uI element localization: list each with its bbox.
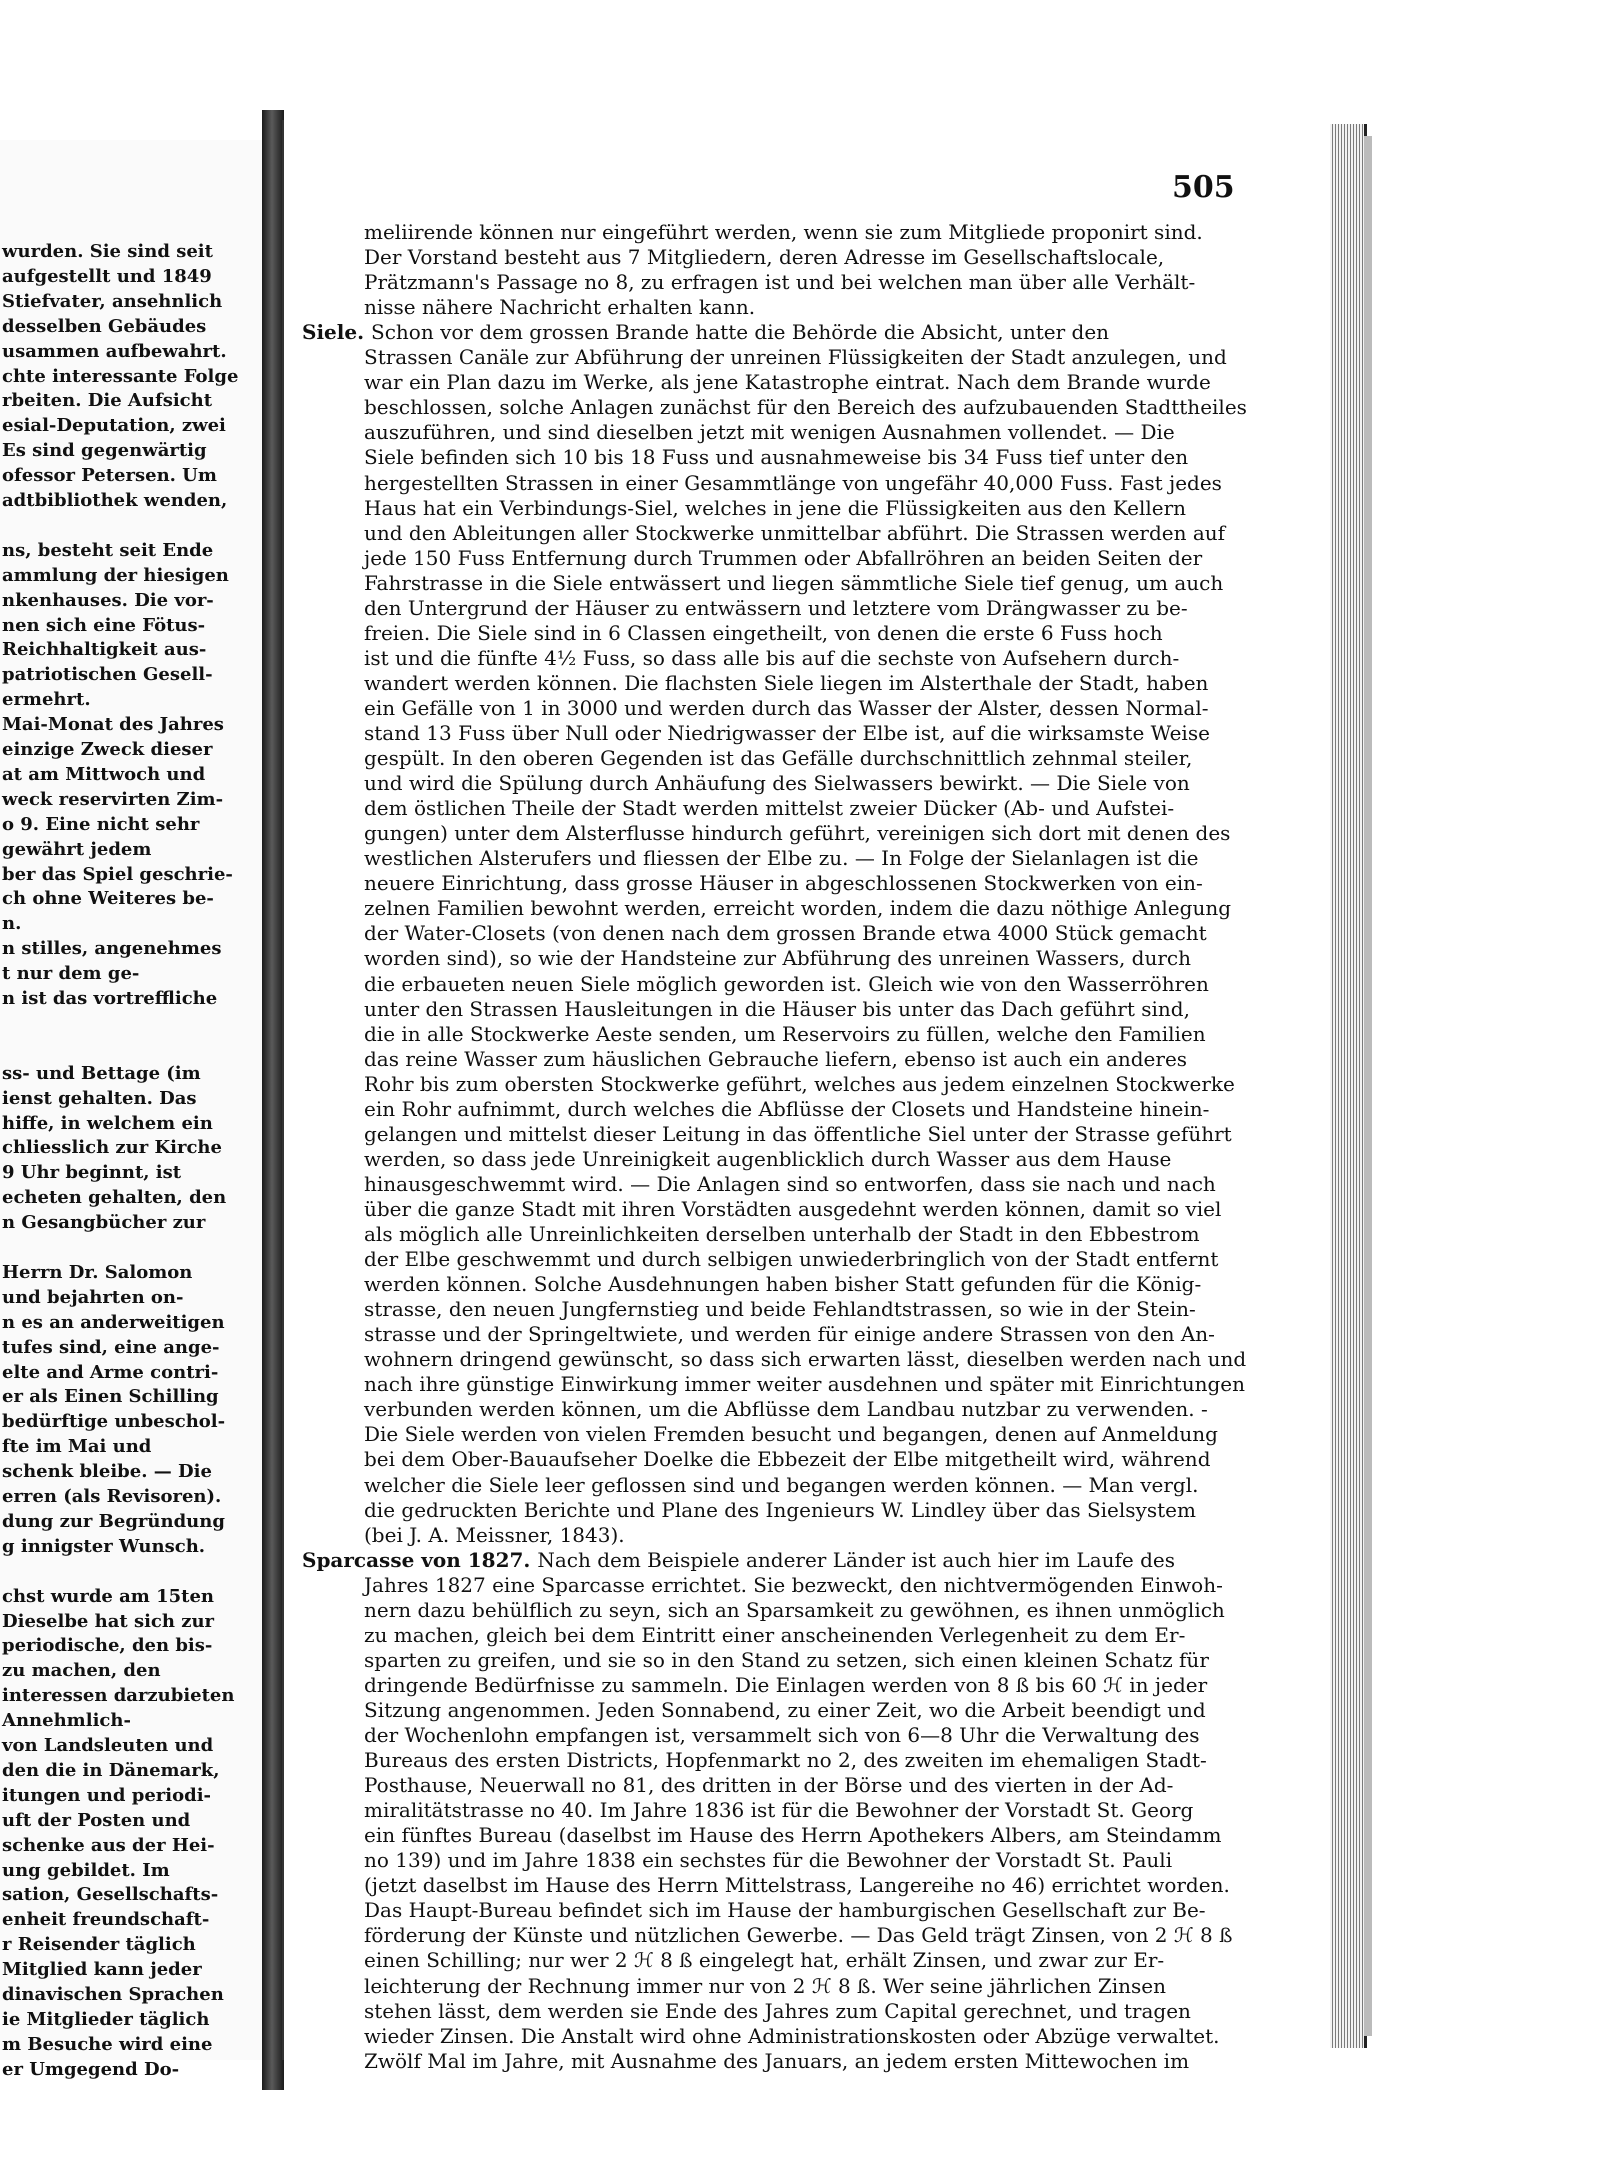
left-column-line: g innigster Wunsch. xyxy=(2,1535,206,1557)
main-text-line xyxy=(364,1898,1206,1923)
line-text: gespült. In den oberen Gegenden ist das Gefälle durchschnittlich zehnmal steiler, xyxy=(364,746,1193,771)
left-column-line: t nur dem ge- xyxy=(2,963,140,985)
left-column-line: zu machen, den xyxy=(2,1660,161,1682)
main-text-line xyxy=(364,1022,1206,1047)
main-text-line xyxy=(364,721,1210,746)
left-column-line: chliesslich zur Kirche xyxy=(2,1137,222,1159)
main-text-line xyxy=(364,1297,1196,1322)
left-column-line: ung gebildet. Im xyxy=(2,1859,170,1881)
left-column-line: Herrn Dr. Salomon xyxy=(2,1261,193,1283)
left-column-line: rbeiten. Die Aufsicht xyxy=(2,390,213,412)
line-text: nach ihre günstige Einwirkung immer weiter ausdehnen und später mit Einrichtungen xyxy=(364,1372,1245,1397)
line-text: werden können. Solche Ausdehnungen haben bisher Statt gefunden für die König- xyxy=(364,1272,1202,1297)
line-text: Rohr bis zum obersten Stockwerke geführt, welches aus jedem einzelnen Stockwerke xyxy=(364,1071,1235,1096)
main-text-line xyxy=(364,696,1209,721)
left-column-line: tufes sind, eine ange- xyxy=(2,1336,220,1358)
line-text: verbunden werden können, um die Abflüsse dem Landbau nutzbar zu verwenden. - xyxy=(364,1397,1208,1422)
left-column-line: echeten gehalten, den xyxy=(2,1187,227,1209)
line-text: Fahrstrasse in die Siele entwässert und liegen sämmtliche Siele tief genug, um auch xyxy=(364,570,1224,595)
main-text-line xyxy=(364,1974,1166,1999)
line-text: (bei J. A. Meissner, 1843). xyxy=(364,1522,625,1547)
main-text-line xyxy=(364,1723,1200,1748)
main-text-line xyxy=(364,596,1188,621)
line-text: wandert werden können. Die flachsten Siele liegen im Alsterthale der Stadt, haben xyxy=(364,670,1209,695)
line-text: strasse und der Springeltwiete, und werden für einige andere Strassen von den An- xyxy=(364,1322,1215,1347)
left-column-line: r Reisender täglich xyxy=(2,1934,196,1956)
main-text-line xyxy=(364,220,1203,245)
line-text: Siele befinden sich 10 bis 18 Fuss und ausnahmeweise bis 34 Fuss tief unter den xyxy=(364,445,1189,470)
main-text-line xyxy=(302,1548,1175,1573)
book-gutter xyxy=(262,110,284,2090)
left-column-line: n Gesangbücher zur xyxy=(2,1212,206,1234)
line-text: die erbaueten neuen Siele möglich geworden ist. Gleich wie von den Wasserröhren xyxy=(364,971,1209,996)
line-text: Der Vorstand besteht aus 7 Mitgliedern, deren Adresse im Gesellschaftslocale, xyxy=(364,245,1165,270)
line-text: worden sind), so wie der Handsteine zur Abführung des unreinen Wassers, durch xyxy=(364,946,1192,971)
left-column-line: einzige Zweck dieser xyxy=(2,739,213,760)
left-column-line: erren (als Revisoren). xyxy=(2,1486,222,1507)
main-text-line xyxy=(364,521,1225,546)
left-column-line: ofessor Petersen. Um xyxy=(2,465,217,487)
line-text: über die ganze Stadt mit ihren Vorstädten ausgedehnt werden können, damit so viel xyxy=(364,1196,1222,1221)
page-edge xyxy=(1330,124,1367,2048)
line-text: werden, so dass jede Unreinigkeit augenblicklich durch Wasser aus dem Hause xyxy=(364,1146,1172,1171)
left-column-line: Mitglied kann jeder xyxy=(2,1959,202,1981)
left-column-line: sation, Gesellschafts- xyxy=(2,1884,219,1906)
main-text-line xyxy=(364,1648,1209,1673)
left-column-line: wurden. Sie sind seit xyxy=(2,241,213,262)
main-text-line xyxy=(364,1322,1215,1347)
line-text: Posthause, Neuerwall no 81, des dritten in der Börse und des vierten in der Ad- xyxy=(364,1773,1174,1798)
main-text-line xyxy=(364,646,1179,671)
line-text: wohnern dringend gewünscht, so dass sich erwarten lässt, dieselben werden nach und xyxy=(364,1347,1247,1372)
page-number: 505 xyxy=(1172,170,1235,205)
line-text: neuere Einrichtung, dass grosse Häuser in abgeschlossenen Stockwerken von ein- xyxy=(364,871,1203,896)
main-text-line xyxy=(364,1698,1206,1723)
left-column-line: usammen aufbewahrt. xyxy=(2,340,227,362)
left-column-line: n stilles, angenehmes xyxy=(2,938,222,960)
left-column-line: Mai-Monat des Jahres xyxy=(2,714,224,736)
left-column-line: dinavischen Sprachen xyxy=(2,1984,224,2005)
left-column-line: ammlung der hiesigen xyxy=(2,564,229,586)
line-text: Das Haupt-Bureau befindet sich im Hause der hamburgischen Gesellschaft zur Be- xyxy=(364,1898,1206,1923)
left-column-line: fte im Mai und xyxy=(2,1436,152,1458)
line-text: gelangen und mittelst dieser Leitung in das öffentliche Siel unter der Strasse geführt xyxy=(364,1121,1232,1146)
main-text-line xyxy=(364,345,1227,370)
main-text-line xyxy=(364,846,1199,871)
main-text-line xyxy=(364,1498,1196,1523)
main-text-line xyxy=(364,1372,1245,1397)
line-text: förderung der Künste und nützlichen Gewerbe. — Das Geld trägt Zinsen, von 2 ℋ 8 ß xyxy=(364,1923,1233,1948)
left-page-fragment xyxy=(0,140,268,2080)
line-text: zu machen, gleich bei dem Eintritt einer anscheinenden Verlegenheit zu dem Er- xyxy=(364,1622,1186,1647)
left-column-line: itungen und periodi- xyxy=(2,1784,212,1806)
main-text-line xyxy=(364,796,1174,821)
main-text-line xyxy=(364,496,1186,521)
left-column-line: n. xyxy=(2,913,22,935)
left-column-line: Annehmlich- xyxy=(2,1710,131,1732)
main-text-line xyxy=(364,445,1188,470)
left-column-line: ns, besteht seit Ende xyxy=(2,539,214,561)
left-column-line: gewährt jedem xyxy=(2,838,152,860)
main-text-line xyxy=(364,546,1202,571)
left-column-line: und bejahrten on- xyxy=(2,1286,184,1308)
line-text: welcher die Siele leer geflossen sind und begangen werden können. — Man vergl. xyxy=(364,1472,1199,1497)
main-text-line xyxy=(364,972,1209,997)
left-column-line: schenk bleibe. — Die xyxy=(2,1461,212,1483)
line-text: Bureaus des ersten Districts, Hopfenmarkt no 2, des zweiten im ehemaligen Stadt- xyxy=(364,1748,1207,1773)
left-column-line: ch ohne Weiteres be- xyxy=(2,888,214,910)
main-text-line xyxy=(302,320,1109,345)
main-text-line xyxy=(364,2049,1189,2074)
main-text-line xyxy=(364,1397,1208,1422)
line-text: nisse nähere Nachricht erhalten kann. xyxy=(364,295,756,320)
main-text-line xyxy=(364,571,1223,596)
line-text: die in alle Stockwerke Aeste senden, um Reservoirs zu füllen, welche den Familien xyxy=(364,1021,1206,1046)
left-column-line: ie Mitglieder täglich xyxy=(2,2008,210,2030)
line-text: hergestellten Strassen in einer Gesammtlänge von ungefähr 40,000 Fuss. Fast jedes xyxy=(364,470,1222,495)
line-text: ein fünftes Bureau (daselbst im Hause des Herrn Apothekers Albers, am Steindamm xyxy=(364,1823,1222,1848)
left-column-line: Es sind gegenwärtig xyxy=(2,440,207,462)
left-column-line: desselben Gebäudes xyxy=(2,315,207,337)
left-column-line: bedürftige unbeschol- xyxy=(2,1411,226,1433)
main-text-line xyxy=(364,370,1211,395)
left-column-line: dung zur Begründung xyxy=(2,1510,225,1532)
line-text: miralitätstrasse no 40. Im Jahre 1836 ist für die Bewohner der Vorstadt St. Georg xyxy=(364,1798,1194,1823)
line-text: ein Gefälle von 1 in 3000 und werden durch das Wasser der Alster, dessen Normal- xyxy=(364,695,1209,720)
left-column-line: enheit freundschaft- xyxy=(2,1909,210,1931)
line-text: (jetzt daselbst im Hause des Herrn Mittelstrass, Langereihe no 46) errichtet worden. xyxy=(364,1873,1230,1898)
left-column-line: von Landsleuten und xyxy=(2,1735,214,1756)
line-text: als möglich alle Unreinlichkeiten derselben unterhalb der Stadt in den Ebbestrom xyxy=(364,1222,1200,1246)
left-column-line: m Besuche wird eine xyxy=(2,2033,213,2055)
main-text-line xyxy=(364,1272,1201,1297)
line-text: freien. Die Siele sind in 6 Classen eingetheilt, von denen die erste 6 Fuss hoch xyxy=(364,620,1163,645)
line-text: Prätzmann's Passage no 8, zu erfragen ist und bei welchen man über alle Verhält- xyxy=(364,270,1196,295)
main-text-line xyxy=(364,2024,1219,2049)
line-text: jede 150 Fuss Entfernung durch Trummen oder Abfallröhren an beiden Seiten der xyxy=(364,545,1203,570)
main-text-line xyxy=(364,1347,1246,1372)
line-text: das reine Wasser zum häuslichen Gebrauche liefern, ebenso ist auch ein anderes xyxy=(364,1046,1188,1071)
section-heading-sparcasse: Sparcasse von 1827. xyxy=(302,1547,538,1572)
left-column-line: den die in Dänemark, xyxy=(2,1759,220,1781)
main-text-line xyxy=(364,671,1208,696)
left-column-line: esial-Deputation, zwei xyxy=(2,415,226,437)
left-column-line: Dieselbe hat sich zur xyxy=(2,1610,215,1632)
main-text-line xyxy=(364,1047,1187,1072)
line-text: gungen) unter dem Alsterflusse hindurch geführt, vereinigen sich dort mit denen des xyxy=(364,821,1231,846)
main-text-line xyxy=(364,1422,1218,1447)
left-column-line: uft der Posten und xyxy=(2,1809,191,1831)
main-text-line xyxy=(364,270,1195,295)
main-text-line xyxy=(364,295,755,320)
main-text-line xyxy=(364,1573,1223,1598)
left-column-line: Reichhaltigkeit aus- xyxy=(2,639,207,661)
line-text: die gedruckten Berichte und Plane des Ingenieurs W. Lindley über das Sielsystem xyxy=(364,1497,1196,1522)
line-text: Strassen Canäle zur Abführung der unreinen Flüssigkeiten der Stadt anzulegen, und xyxy=(364,345,1227,370)
line-text: Sitzung angenommen. Jeden Sonnabend, zu einer Zeit, wo die Arbeit beendigt und xyxy=(364,1697,1206,1722)
left-column-line: patriotischen Gesell- xyxy=(2,664,213,686)
left-column-line: periodische, den bis- xyxy=(2,1635,213,1657)
main-text-line xyxy=(364,1748,1207,1773)
line-text: hinausgeschwemmt wird. — Die Anlagen sind so entworfen, dass sie nach und nach xyxy=(364,1171,1216,1196)
line-text: war ein Plan dazu im Werke, als jene Katastrophe eintrat. Nach dem Brande wurde xyxy=(364,370,1211,395)
left-column-line: Stiefvater, ansehnlich xyxy=(2,290,223,312)
main-text-line xyxy=(364,1447,1211,1472)
line-text: stehen lässt, dem werden sie Ende des Jahres zum Capital gerechnet, und tragen xyxy=(364,1998,1191,2023)
main-text-line xyxy=(364,1247,1218,1272)
left-column-line: weck reservirten Zim- xyxy=(2,788,224,810)
line-text: bei dem Ober-Bauaufseher Doelke die Ebbezeit der Elbe mitgetheilt wird, während xyxy=(364,1447,1211,1472)
line-text: den Untergrund der Häuser zu entwässern und letztere vom Drängwasser zu be- xyxy=(364,595,1188,620)
main-text-line xyxy=(364,245,1164,270)
line-text: dringende Bedürfnisse zu sammeln. Die Einlagen werden von 8 ß bis 60 ℋ in jeder xyxy=(364,1672,1208,1697)
main-text-line xyxy=(364,1598,1225,1623)
main-text-line xyxy=(364,997,1190,1022)
left-column-line: er als Einen Schilling xyxy=(2,1386,219,1408)
line-text: strasse, den neuen Jungfernstieg und beide Fehlandtstrassen, so wie in der Stein- xyxy=(364,1297,1196,1322)
left-column-line: elte and Arme contri- xyxy=(2,1361,219,1383)
line-text: und wird die Spülung durch Anhäufung des Sielwassers bewirkt. — Die Siele von xyxy=(364,771,1190,796)
page-edge-shadow xyxy=(1364,136,1372,2036)
main-text-line xyxy=(364,621,1163,646)
main-text-line xyxy=(364,946,1191,971)
line-text: der Wochenlohn empfangen ist, versammelt sich von 6—8 Uhr die Verwaltung des xyxy=(364,1723,1200,1747)
left-column-line: ber das Spiel geschrie- xyxy=(2,863,233,885)
main-text-line xyxy=(364,1072,1235,1097)
main-text-line xyxy=(364,1999,1191,2024)
main-text-line xyxy=(364,746,1192,771)
left-column-line: adtbibliothek wenden, xyxy=(2,490,228,511)
line-text: und den Ableitungen aller Stockwerke unmittelbar abführt. Die Strassen werden auf xyxy=(364,520,1226,545)
line-text: zelnen Familien bewohnt werden, erreicht worden, indem die dazu nöthige Anlegung xyxy=(364,896,1232,921)
left-column-line: at am Mittwoch und xyxy=(2,763,206,785)
section-heading-siele: Siele. xyxy=(302,320,372,345)
line-text: no 139) und im Jahre 1838 ein sechstes für die Bewohner der Vorstadt St. Pauli xyxy=(364,1848,1173,1873)
line-text: der Water-Closets (von denen nach dem grossen Brande etwa 4000 Stück gemacht xyxy=(364,921,1207,946)
left-column-line: aufgestellt und 1849 xyxy=(2,265,212,287)
line-text: auszuführen, und sind dieselben jetzt mit wenigen Ausnahmen vollendet. — Die xyxy=(364,420,1175,445)
line-text: wieder Zinsen. Die Anstalt wird ohne Administrationskosten oder Abzüge verwaltet. xyxy=(364,2023,1220,2048)
left-column-line: n ist das vortreffliche xyxy=(2,988,218,1009)
left-column-line: nen sich eine Fötus- xyxy=(2,614,206,636)
line-text: stand 13 Fuss über Null oder Niedrigwasser der Elbe ist, auf die wirksamste Weise xyxy=(364,721,1210,745)
left-column-line: chst wurde am 15ten xyxy=(2,1585,215,1607)
left-column-line: n es an anderweitigen xyxy=(2,1311,225,1333)
line-text: meliirende können nur eingeführt werden, wenn sie zum Mitgliede proponirt sind. xyxy=(364,220,1203,244)
line-text: westlichen Alsterufers und fliessen der Elbe zu. — In Folge der Sielanlagen ist die xyxy=(364,846,1199,871)
line-text: beschlossen, solche Anlagen zunächst für den Bereich des aufzubauenden Stadttheiles xyxy=(364,395,1247,420)
main-text-line xyxy=(364,1523,625,1548)
main-text-line xyxy=(364,1848,1172,1873)
main-text-line xyxy=(364,1623,1185,1648)
main-text-line xyxy=(364,1948,1164,1973)
line-text: Jahres 1827 eine Sparcasse errichtet. Sie bezweckt, den nichtvermögenden Einwoh- xyxy=(364,1572,1223,1597)
line-text: Zwölf Mal im Jahre, mit Ausnahme des Januars, an jedem ersten Mittewochen im xyxy=(364,2048,1190,2073)
left-column-line: ss- und Bettage (im xyxy=(2,1062,201,1084)
left-column-line: er Umgegend Do- xyxy=(2,2058,180,2080)
left-column-line: chte interessante Folge xyxy=(2,365,239,387)
line-text: dem östlichen Theile der Stadt werden mittelst zweier Dücker (Ab- und Aufstei- xyxy=(364,796,1175,821)
line-text: einen Schilling; nur wer 2 ℋ 8 ß eingelegt hat, erhält Zinsen, und zwar zur Er- xyxy=(364,1948,1165,1973)
main-text-line xyxy=(364,1222,1200,1247)
line-text: sparten zu greifen, und sie so in den Stand zu setzen, sich einen kleinen Schatz für xyxy=(364,1647,1209,1672)
line-text: unter den Strassen Hausleitungen in die Häuser bis unter das Dach geführt sind, xyxy=(364,996,1190,1021)
main-text-line xyxy=(364,1773,1173,1798)
main-text-line xyxy=(364,471,1222,496)
main-text-line xyxy=(364,771,1190,796)
main-text-line xyxy=(364,871,1203,896)
main-text-line xyxy=(364,1823,1221,1848)
main-text-line xyxy=(364,1197,1221,1222)
main-text-line xyxy=(364,1172,1216,1197)
main-text-line xyxy=(364,1798,1193,1823)
left-column-line: nkenhauses. Die vor- xyxy=(2,589,214,611)
left-column-line: ermehrt. xyxy=(2,689,91,711)
left-column-line: ienst gehalten. Das xyxy=(2,1087,197,1109)
line-text: Haus hat ein Verbindungs-Siel, welches in jene die Flüssigkeiten aus den Kellern xyxy=(364,495,1187,520)
main-text-line xyxy=(364,1923,1232,1948)
main-text-line xyxy=(364,1147,1171,1172)
main-text-line xyxy=(364,1122,1232,1147)
main-text-line xyxy=(364,1673,1207,1698)
left-column-line: hiffe, in welchem ein xyxy=(2,1112,213,1134)
left-column-line: 9 Uhr beginnt, ist xyxy=(2,1162,182,1184)
main-text-line xyxy=(364,395,1247,420)
left-column-line: schenke aus der Hei- xyxy=(2,1834,215,1856)
left-column-line: o 9. Eine nicht sehr xyxy=(2,813,200,835)
left-column-line: interessen darzubieten xyxy=(2,1685,235,1707)
line-text: ein Rohr aufnimmt, durch welches die Abflüsse der Closets und Handsteine hinein- xyxy=(364,1096,1210,1121)
line-text: Nach dem Beispiele anderer Länder ist auch hier im Laufe des xyxy=(537,1547,1176,1572)
line-text: nern dazu behülflich zu seyn, sich an Sparsamkeit zu gewöhnen, es ihnen unmöglich xyxy=(364,1597,1225,1622)
line-text: Die Siele werden von vielen Fremden besucht und begangen, denen auf Anmeldung xyxy=(364,1422,1218,1447)
main-text-line xyxy=(364,420,1175,445)
main-text-line xyxy=(364,1097,1209,1122)
main-text-line xyxy=(364,896,1231,921)
main-text-line xyxy=(364,1473,1198,1498)
line-text: der Elbe geschwemmt und durch selbigen unwiederbringlich von der Stadt entfernt xyxy=(364,1247,1219,1272)
line-text: leichterung der Rechnung immer nur von 2 ℋ 8 ß. Wer seine jährlichen Zinsen xyxy=(364,1973,1167,1998)
line-text: ist und die fünfte 4½ Fuss, so dass alle bis auf die sechste von Aufsehern durch- xyxy=(364,645,1180,670)
main-text-line xyxy=(364,821,1230,846)
main-text-line xyxy=(364,921,1207,946)
main-text-line xyxy=(364,1873,1230,1898)
line-text: Schon vor dem grossen Brande hatte die Behörde die Absicht, unter den xyxy=(371,320,1110,345)
